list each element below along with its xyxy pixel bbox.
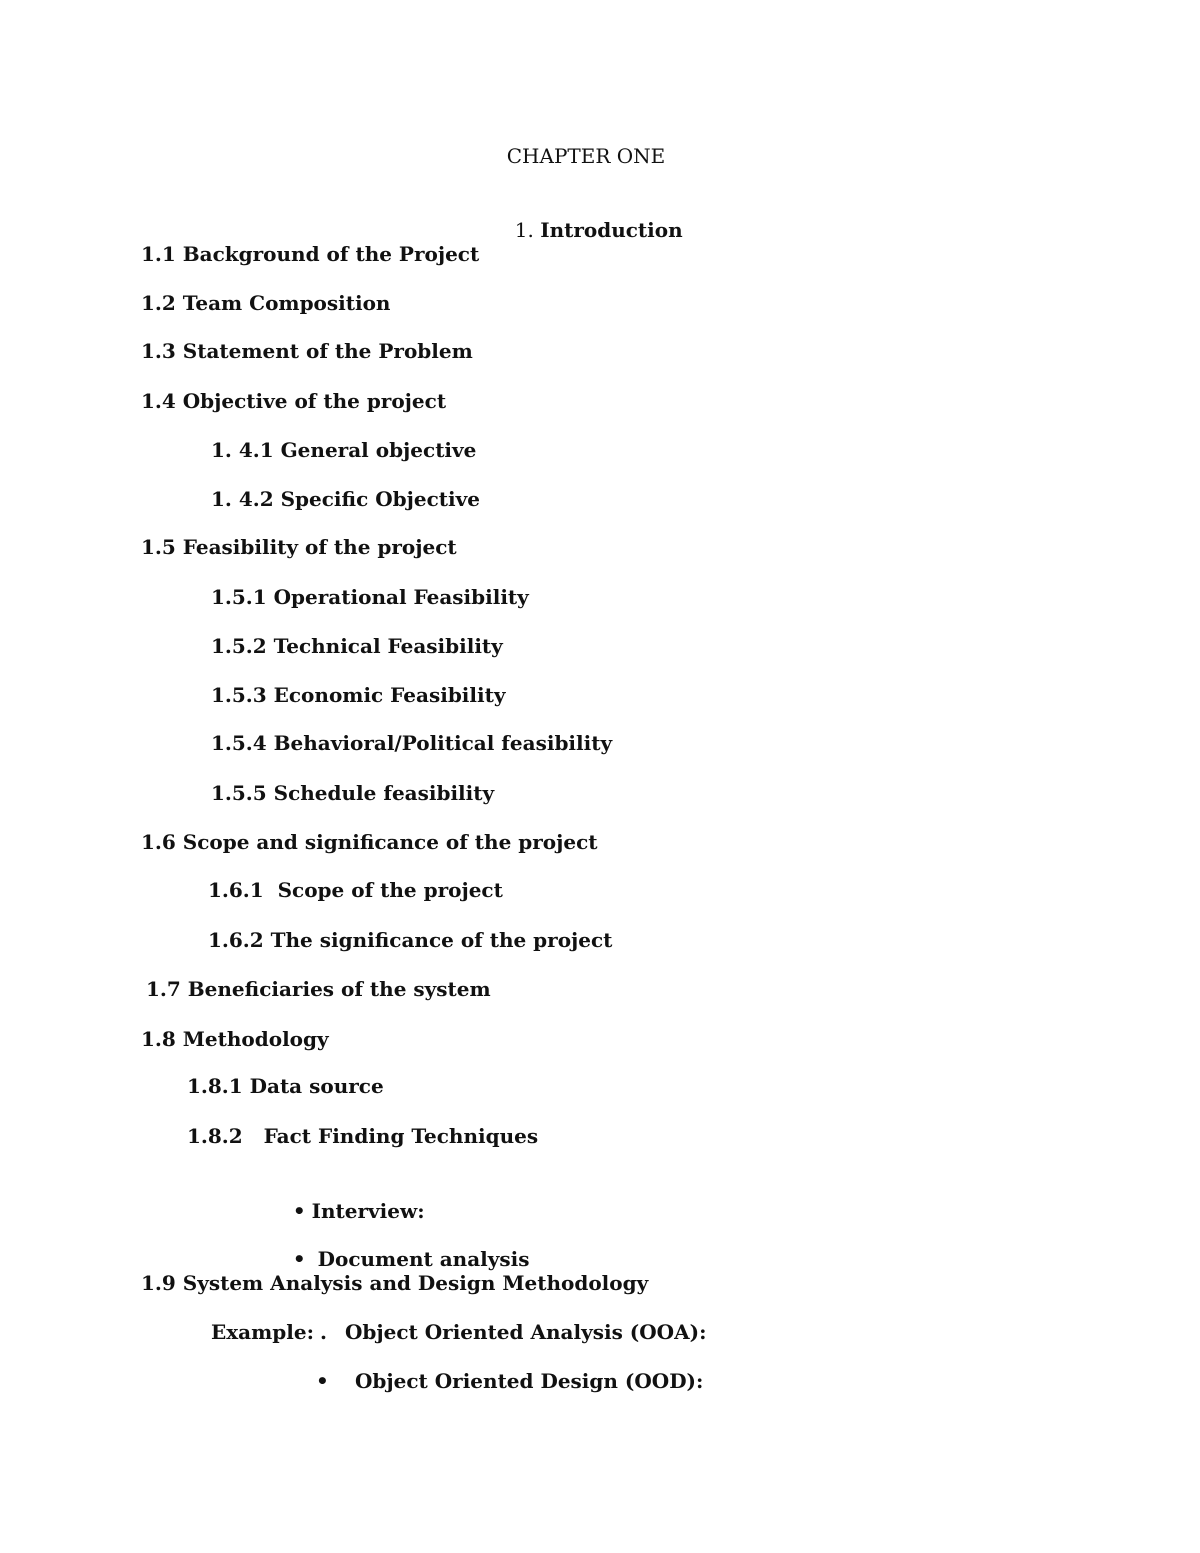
- toc-entry-1-9: 1.9 System Analysis and Design Methodology: [141, 1271, 649, 1295]
- bullet-icon: •: [316, 1369, 329, 1393]
- toc-entry-1-5-2: 1.5.2 Technical Feasibility: [211, 634, 503, 658]
- toc-entry-1-8-1: 1.8.1 Data source: [187, 1074, 384, 1098]
- toc-entry-1-5-5: 1.5.5 Schedule feasibility: [211, 781, 495, 805]
- toc-entry-1-8-2: 1.8.2 Fact Finding Techniques: [187, 1124, 539, 1148]
- chapter-title: CHAPTER ONE: [506, 144, 666, 168]
- intro-heading-number: 1.: [514, 218, 534, 242]
- toc-entry-1-7: 1.7 Beneficiaries of the system: [146, 977, 491, 1001]
- toc-entry-1-4-1: 1. 4.1 General objective: [211, 438, 477, 462]
- toc-entry-1-4: 1.4 Objective of the project: [141, 389, 447, 413]
- toc-entry-1-2: 1.2 Team Composition: [141, 291, 391, 315]
- toc-entry-1-5-1: 1.5.1 Operational Feasibility: [211, 585, 529, 609]
- toc-entry-1-6-1: 1.6.1 Scope of the project: [208, 878, 503, 902]
- example-ood: Object Oriented Design (OOD):: [355, 1369, 704, 1393]
- bullet-icon: •: [292, 1247, 306, 1271]
- toc-entry-1-1: 1.1 Background of the Project: [141, 242, 480, 266]
- toc-entry-1-5-4: 1.5.4 Behavioral/Political feasibility: [211, 731, 613, 755]
- toc-entry-1-6-2: 1.6.2 The significance of the project: [208, 928, 613, 952]
- example-label: Example:: [211, 1320, 314, 1344]
- example-separator: .: [320, 1320, 327, 1344]
- toc-entry-1-4-2: 1. 4.2 Specific Objective: [211, 487, 480, 511]
- bullet-icon: •: [292, 1199, 306, 1223]
- example-ooa: Object Oriented Analysis (OOA):: [345, 1320, 707, 1344]
- bullet-item-text: Interview:: [311, 1199, 425, 1223]
- toc-entry-1-5: 1.5 Feasibility of the project: [141, 535, 457, 559]
- bullet-item-text: Document analysis: [317, 1247, 530, 1271]
- toc-entry-1-5-3: 1.5.3 Economic Feasibility: [211, 683, 506, 707]
- intro-heading-text: Introduction: [540, 218, 683, 242]
- toc-entry-1-3: 1.3 Statement of the Problem: [141, 339, 473, 363]
- toc-entry-1-8: 1.8 Methodology: [141, 1027, 329, 1051]
- toc-entry-1-6: 1.6 Scope and significance of the project: [141, 830, 598, 854]
